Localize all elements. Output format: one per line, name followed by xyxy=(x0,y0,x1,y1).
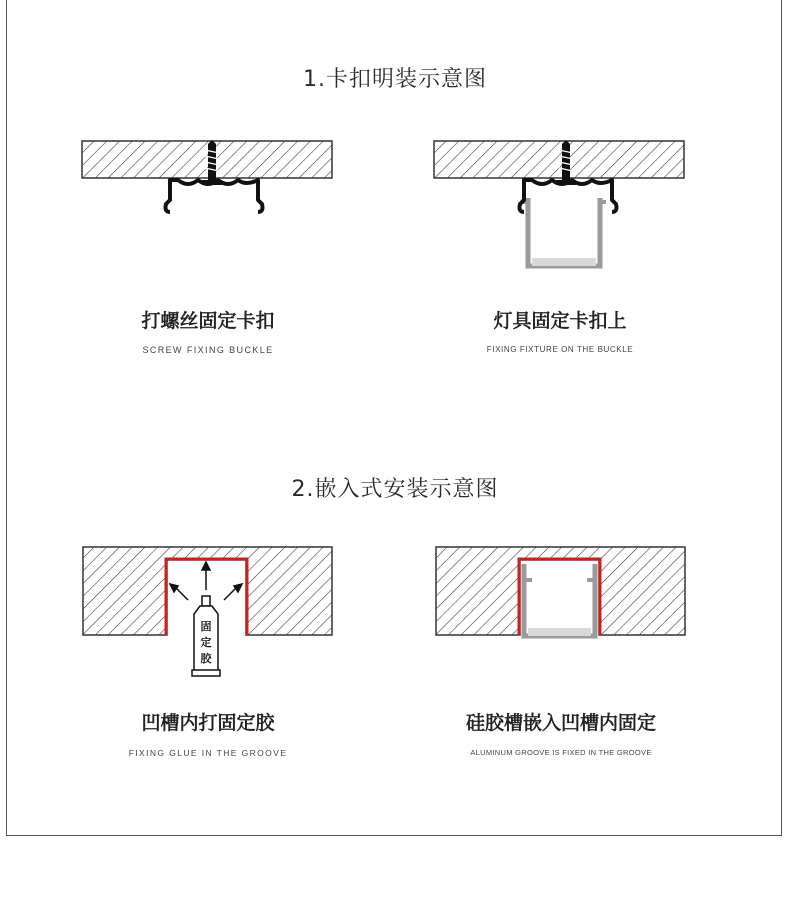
tube-label-3: 胶 xyxy=(200,652,212,665)
subcaption-glue-groove: FIXING GLUE IN THE GROOVE xyxy=(128,748,288,758)
tube-label-2: 定 xyxy=(200,636,212,649)
fixture-buckle-illustration xyxy=(434,140,686,275)
ceiling-slab xyxy=(434,141,684,178)
section1-title: 1.卡扣明装示意图 xyxy=(303,67,487,92)
subcaption-fixture-buckle: FIXING FIXTURE ON THE BUCKLE xyxy=(486,345,634,354)
embedded-groove-illustration xyxy=(435,546,687,646)
section2-title: 2.嵌入式安装示意图 xyxy=(291,477,499,502)
glue-line xyxy=(519,559,600,635)
subcaption-embedded-groove: ALUMINUM GROOVE IS FIXED IN THE GROOVE xyxy=(470,748,652,757)
caption-screw-buckle: 打螺丝固定卡扣 xyxy=(141,310,275,332)
aluminum-profile xyxy=(524,564,595,636)
aluminum-profile xyxy=(528,198,600,266)
arrow-icons xyxy=(170,562,242,600)
screw-buckle-illustration xyxy=(82,140,334,220)
glue-tube-icon xyxy=(192,596,220,676)
glue-groove-illustration xyxy=(82,546,334,681)
tube-label-1: 固 xyxy=(200,620,212,633)
subcaption-screw-buckle: SCREW FIXING BUCKLE xyxy=(142,345,274,355)
caption-embedded-groove: 硅胶槽嵌入凹槽内固定 xyxy=(465,712,656,734)
ceiling-slab xyxy=(82,141,332,178)
caption-fixture-buckle: 灯具固定卡扣上 xyxy=(493,310,627,332)
caption-glue-groove: 凹槽内打固定胶 xyxy=(141,712,275,734)
